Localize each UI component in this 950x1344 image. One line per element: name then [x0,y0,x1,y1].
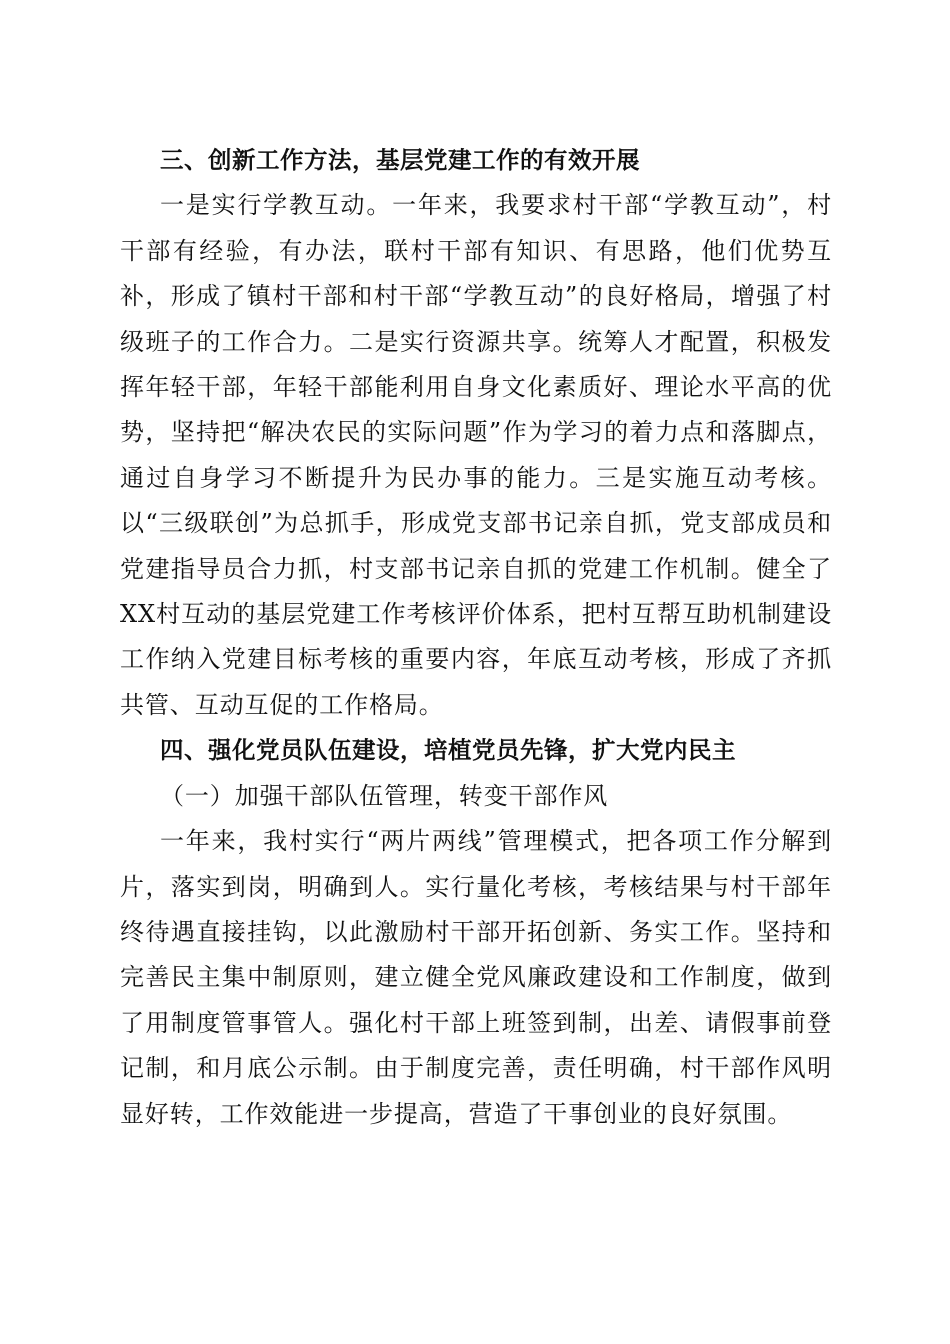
document-body [120,138,832,1137]
section-3-paragraph: 一是实行学教互动。一年来，我要求村干部“学教互动”，村干部有经验，有办法，联村干部有知识、有思路，他们优势互补，形成了镇村干部和村干部“学教互动”的良好格局，增强了村级班子的工作合力。二是实行资源共享。统筹人才配置，积极发挥年轻干部，年轻干部能利用自身文化素质好、理论水平高的优势，坚持把“解决农民的实际问题”作为学习的着力点和落脚点，通过自身学习不断提升为民办事的能力。三是实施互动考核。以“三级联创”为总抓手，形成党支部书记亲自抓，党支部成员和党建指导员合力抓，村支部书记亲自抓的党建工作机制。健全了XX村互动的基层党建工作考核评价体系，把村互帮互助机制建设工作纳入党建目标考核的重要内容，年底互动考核，形成了齐抓共管、互动互促的工作格局。 [120,191,832,719]
section-3-heading: 三、创新工作方法，基层党建工作的有效开展 [160,146,640,174]
section-4-heading: 四、强化党员队伍建设，培植党员先锋，扩大党内民主 [160,736,736,765]
section-4-subheading: （一）加强干部队伍管理，转变干部作风 [160,781,609,810]
section-4-paragraph: 一年来，我村实行“两片两线”管理模式，把各项工作分解到片，落实到岗，明确到人。实行量化考核，考核结果与村干部年终待遇直接挂钩，以此激励村干部开拓创新、务实工作。坚持和完善民主集中制原则，建立健全党风廉政建设和工作制度，做到了用制度管事管人。强化村干部上班签到制，出差、请假事前登记制，和月底公示制。由于制度完善，责任明确，村干部作风明显好转，工作效能进一步提高，营造了干事创业的良好氛围。 [120,827,832,1128]
